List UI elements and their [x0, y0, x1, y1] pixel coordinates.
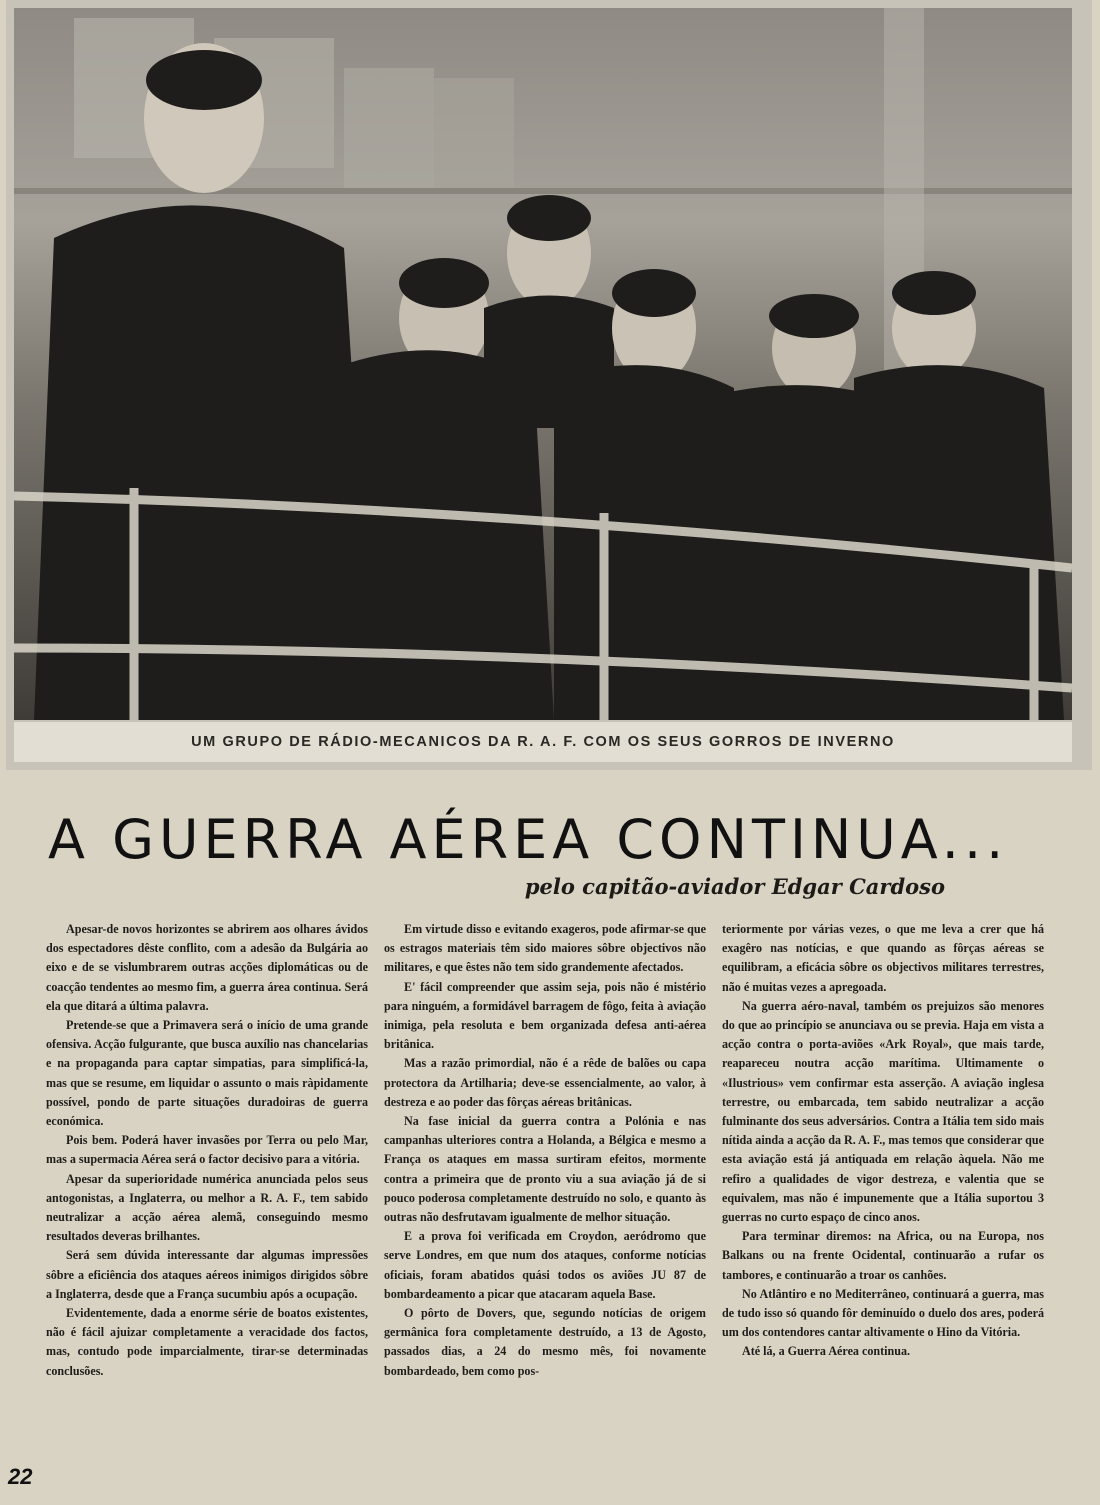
paragraph: Em virtude disso e evitando exageros, pode afirmar-se que os estragos materiais têm sido maiores sôbre objectivos não militares, e que êstes não tem sido grandemente afectados. [384, 922, 706, 975]
paragraph: Apesar da superioridade numérica anunciada pelos seus antogonistas, a Inglaterra, ou melhor a R. A. F., tem sabido neutralizar a acção aérea alemã, conseguindo mesmo resultados deveras brilhantes. [46, 1171, 368, 1244]
paragraph: Até lá, a Guerra Aérea continua. [742, 1344, 911, 1359]
paragraph: Apesar-de novos horizontes se abrirem aos olhares ávidos dos espectadores dêste conflito, com a adesão da Bulgária ao eixo e de se vislumbrarem outras acções diplomáticas ou de coacção tendentes ao mesmo fim, a guerra área continua. Será ela que ditará a última palavra. [46, 922, 368, 1013]
paragraph: Evidentemente, dada a enorme série de boatos existentes, não é fácil ajuizar completamente a veracidade dos factos, mas, contudo pode imparcialmente, tirar-se determinadas conclusões. [46, 1306, 368, 1378]
paragraph: teriormente por várias vezes, o que me leva a crer que há exagêro nas notícias, e que quando as fôrças aéreas se equilibram, a eficácia sôbre os objectivos militares terrestres, não é muitas vezes a apregoada. [722, 922, 1044, 994]
paragraph: O pôrto de Dovers, que, segundo notícias de origem germânica fora completamente destruído, a 13 de Agosto, passados dias, a 24 do mesmo mês, foi novamente bombardeado, bem como pos- [384, 1306, 706, 1378]
paragraph: Na fase inicial da guerra contra a Polónia e nas campanhas ulteriores contra a Holanda, a Bélgica e mesmo a França os ataques em massa surtiram efeitos, mormente contra a primeira que de pronto viu a sua aviação já de si pouco poderosa completamente destruído no solo, e quanto às outras não desfrutavam igualmente de melhor situação. [384, 1114, 706, 1225]
paragraph: Para terminar diremos: na Africa, ou na Europa, nos Balkans ou na frente Ocidental, continuarão a rufar os tambores, e continuarão a troar os canhões. [722, 1229, 1044, 1282]
article-column-1 [46, 920, 368, 1381]
paragraph: Pretende-se que a Primavera será o início de uma grande ofensiva. Acção fulgurante, que busca auxílio nas chancelarias e na propaganda para captar simpatias, para simplificá-la, mas que se resume, em liquidar o assunto o mais ràpidamente possível, pondo de parte situações duradoiras de guerra económica. [46, 1018, 368, 1129]
paragraph: E' fácil compreender que assim seja, pois não é mistério para ninguém, a formidável barragem de fôgo, feita à aviação inimiga, pela resoluta e bem organizada defesa anti-aérea britânica. [384, 979, 706, 1052]
photo-caption: UM GRUPO DE RÁDIO-MECANICOS DA R. A. F. COM OS SEUS GORROS DE INVERNO [14, 722, 1072, 762]
paragraph: Na guerra aéro-naval, também os prejuizos são menores do que ao princípio se anunciava ou se previa. Haja em vista a acção contra o porta-aviões «Ark Royal», que mais tarde, reapareceu noutra acção marítima. Ultimamente o «Ilustrious» vem confirmar esta asserção. A aviação inglesa terrestre, ou embarcada, tem sabido neutralizar a acção fulminante dos seus adversários. Contra a Itália tem sido mais nítida ainda a acção da R. A. F., mas temos que considerar que esta aviação está já antiquada em relação àquela. Não me refiro a qualidades de vigor destreza, e valentia que se equivalem, mas não é impunemente que a Itália suportou 3 guerras no curto espaço de cinco anos. [722, 998, 1044, 1225]
article-column-2 [384, 920, 706, 1381]
paragraph: Será sem dúvida interessante dar algumas impressões sôbre a eficiência dos ataques aéreos inimigos dirigidos sôbre a Inglaterra, desde que a França sucumbiu após a ocupação. [46, 1248, 368, 1301]
article-byline: pelo capitão-aviador Edgar Cardoso [524, 874, 945, 899]
paragraph: No Atlântiro e no Mediterrâneo, continuará a guerra, mas de tudo isso só quando fôr deminuído o duelo dos ares, poderá um dos contendores cantar altivamente o Hino da Vitória. [722, 1286, 1044, 1340]
raf-group-photo [14, 8, 1072, 720]
photo-frame [6, 0, 1092, 770]
article-title: A GUERRA AÉREA CONTINUA... [48, 808, 1009, 871]
paragraph: Pois bem. Poderá haver invasões por Terra ou pelo Mar, mas a supermacia Aérea será o factor decisivo para a vitória. [46, 1133, 368, 1167]
paragraph: E a prova foi verificada em Croydon, aeródromo que serve Londres, em que num dos ataques, conforme notícias oficiais, foram abatidos quási todos os aviões JU 87 de bombardeamento a picar que atacaram aquela Base. [384, 1229, 706, 1301]
page-number: 22 [8, 1464, 33, 1489]
article-column-3 [722, 920, 1044, 1362]
photo-illustration [14, 8, 1072, 720]
paragraph: Mas a razão primordial, não é a rêde de balões ou capa protectora da Artilharia; deve-se essencialmente, ao valor, à destreza e ao poder das fôrças aéreas britânicas. [384, 1056, 706, 1109]
